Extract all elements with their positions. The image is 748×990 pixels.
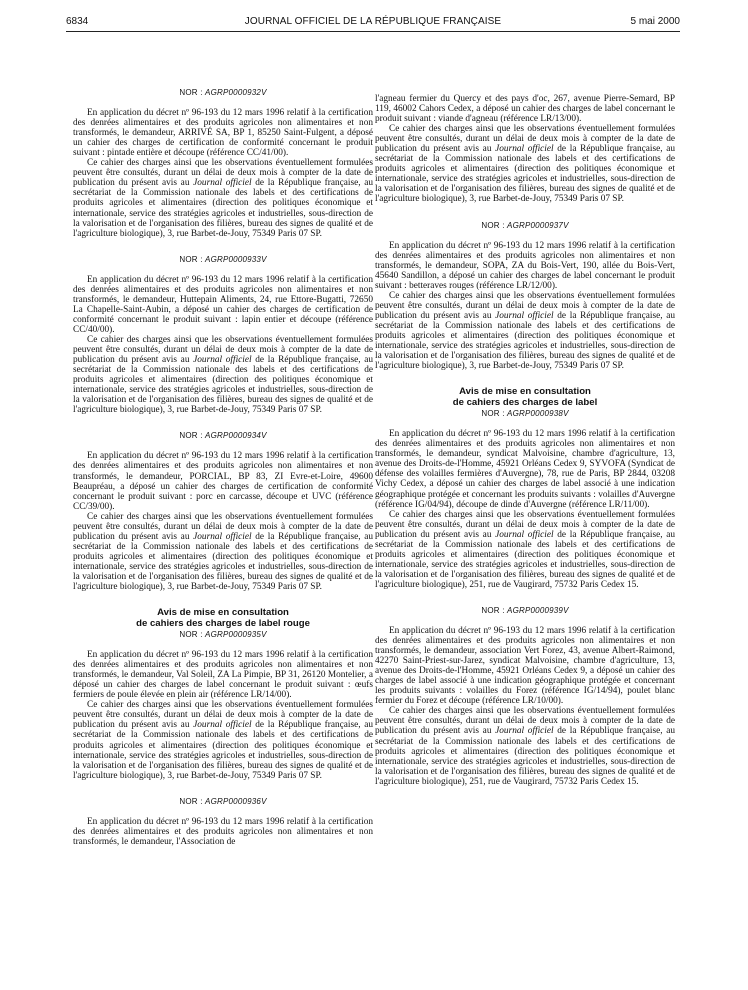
notice-paragraph: l'agneau fermier du Quercy et des pays d'oc, 267, avenue Pierre-Semard, BP 119, 46002 Cahors Cedex, a déposé un cahier des charges de label concernant le produit suivant : viande d'agneau (référence LR/13/00). [375, 94, 675, 125]
notice-paragraph: Ce cahier des charges ainsi que les observations éventuellement formulées peuvent être consultés, durant un délai de deux mois à compter de la date de publication du présent avis au Journal officiel de la République française, au secrétariat de la Commission nationale des labels et des certifications de produits agricoles et alimentaires (direction des politiques économique et internationale, service des stratégies agricoles et industrielles, sous-direction de la valorisation et de l'organisation des filières, bureau des signes de qualité et de l'agriculture biologique), 251, rue de Vaugirard, 75732 Paris Cedex 15. [375, 509, 676, 590]
journal-title: JOURNAL OFFICIEL DE LA RÉPUBLIQUE FRANÇAISE [244, 16, 502, 27]
notice-paragraph: En application du décret nº 96-193 du 12 mars 1996 relatif à la certification des denrées alimentaires et des produits agricoles non alimentaires et non transformés, le demandeur, PORCIAL, BP 83, ZI Evre-et-Loire, 49600 Beaupréau, a déposé un cahier des charges de certification de conformité concernant le produit suivant : porc en carcasse, découpe et UVC (référence CC/39/00). [73, 451, 373, 512]
nor-reference: NOR : AGRP0000938V [481, 409, 569, 419]
nor-code: AGRP0000939V [507, 605, 569, 615]
notice-935 [73, 630, 373, 781]
notice-paragraph: Ce cahier des charges ainsi que les observations éventuellement formulées peuvent être consultés, durant un délai de deux mois à compter de la date de publication du présent avis au Journal officiel de la République française, au secrétariat de la Commission nationale des labels et des certifications de produits agricoles et alimentaires (direction des politiques économique et internationale, service des stratégies agricoles et industrielles, sous-direction de la valorisation et de l'organisation des filières, bureau des signes de qualité et de l'agriculture biologique), 3, rue Barbet-de-Jouy, 75349 Paris 07 SP. [73, 158, 374, 239]
notice-paragraph: Ce cahier des charges ainsi que les observations éventuellement formulées peuvent être consultés, durant un délai de deux mois à compter de la date de publication du présent avis au Journal officiel de la République française, au secrétariat de la Commission nationale des labels et des certifications de produits agricoles et alimentaires (direction des politiques économique et internationale, service des stratégies agricoles et industrielles, sous-direction de la valorisation et de l'organisation des filières, bureau des signes de qualité et de l'agriculture biologique), 3, rue Barbet-de-Jouy, 75349 Paris 07 SP. [375, 290, 676, 372]
nor-code: AGRP0000936V [205, 796, 267, 806]
notice-paragraph: Ce cahier des charges ainsi que les observations éventuellement formulées peuvent être consultés, durant un délai de deux mois à compter de la date de publication du présent avis au Journal officiel de la République française, au secrétariat de la Commission nationale des labels et des certifications de produits agricoles et alimentaires (direction des politiques économique et internationale, service des stratégies agricoles et industrielles, sous-direction de la valorisation et de l'organisation des filières, bureau des signes de qualité et de l'agriculture biologique), 3, rue Barbet-de-Jouy, 75349 Paris 07 SP. [73, 334, 374, 416]
notice-paragraph: En application du décret nº 96-193 du 12 mars 1996 relatif à la certification des denrées alimentaires et des produits agricoles non alimentaires et non transformés, le demandeur, Huttepain Aliments, 24, rue Ettore-Bugatti, 72650 La Chapelle-Saint-Aubin, a déposé un cahier des charges de certification de conformité concernant le produit suivant : lapin entier et découpe (référence CC/40/00). [73, 274, 373, 335]
header-rule [66, 31, 680, 32]
nor-reference: NOR : AGRP0000937V [481, 220, 569, 230]
notice-paragraph: En application du décret nº 96-193 du 12 mars 1996 relatif à la certification des denrées alimentaires et des produits agricoles non alimentaires et non transformés, le demandeur, Val Soleil, ZA La Pimpie, BP 31, 26120 Montelier, a déposé un cahier des charges de label concernant le produit suivant : œufs fermiers de poule élevée en plein air (référence LR/14/00). [73, 650, 373, 701]
notice-936-continued [375, 94, 675, 205]
notice-937 [375, 221, 675, 372]
nor-code: AGRP0000937V [507, 220, 569, 230]
nor-code: AGRP0000935V [205, 630, 267, 640]
notice-938 [375, 409, 675, 590]
notice-paragraph: En application du décret nº 96-193 du 12 mars 1996 relatif à la certification des denrées alimentaires et des produits agricoles non alimentaires et non transformés, le demandeur, association Vert Forez, 43, avenue Albert-Raimond, 42270 Saint-Priest-sur-Jarez, syndicat Malvoisine, chambre d'agriculture, 13, avenue des Droits-de-l'Homme, 45921 Orléans Cedex 9, a déposé un cahier des charges de label associé à une indication géographique protégée et concernant les produits suivants : volailles du Forez (référence IG/14/94), poulet blanc fermier du Forez et découpe (référence LR/10/00). [375, 626, 675, 707]
nor-reference: NOR : AGRP0000932V [179, 88, 267, 97]
notice-paragraph: En application du décret nº 96-193 du 12 mars 1996 relatif à la certification des denrées alimentaires et des produits agricoles non alimentaires et non transformés, le demandeur, ARRIVÉ SA, BP 1, 85250 Saint-Fulgent, a déposé un cahier des charges de certification de conformité concernant le produit suivant : pintade entière et découpe (référence CC/41/00). [73, 108, 373, 159]
nor-reference: NOR : AGRP0000933V [179, 254, 267, 264]
page-number: 6834 [66, 16, 89, 27]
nor-reference: NOR : AGRP0000934V [179, 431, 267, 441]
nor-code: AGRP0000938V [507, 409, 569, 419]
notice-934 [73, 431, 373, 592]
nor-code: AGRP0000932V [205, 88, 267, 97]
notice-paragraph: Ce cahier des charges ainsi que les observations éventuellement formulées peuvent être consultés, durant un délai de deux mois à compter de la date de publication du présent avis au Journal officiel de la République française, au secrétariat de la Commission nationale des labels et des certifications de produits agricoles et alimentaires (direction des politiques économique et internationale, service des stratégies agricoles et industrielles, sous-direction de la valorisation et de l'organisation des filières, bureau des signes de qualité et de l'agriculture biologique), 251, rue de Vaugirard, 75732 Paris Cedex 15. [375, 706, 676, 787]
left-column [73, 88, 373, 847]
notice-932 [73, 88, 373, 239]
notice-paragraph: Ce cahier des charges ainsi que les observations éventuellement formulées peuvent être consultés, durant un délai de deux mois à compter de la date de publication du présent avis au Journal officiel de la République française, au secrétariat de la Commission nationale des labels et des certifications de produits agricoles et alimentaires (direction des politiques économique et internationale, service des stratégies agricoles et industrielles, sous-direction de la valorisation et de l'organisation des filières, bureau des signes de qualité et de l'agriculture biologique), 3, rue Barbet-de-Jouy, 75349 Paris 07 SP. [375, 124, 676, 205]
notice-paragraph: Ce cahier des charges ainsi que les observations éventuellement formulées peuvent être consultés, durant un délai de deux mois à compter de la date de publication du présent avis au Journal officiel de la République française, au secrétariat de la Commission nationale des labels et des certifications de produits agricoles et alimentaires (direction des politiques économique et internationale, service des stratégies agricoles et industrielles, sous-direction de la valorisation et de l'organisation des filières, bureau des signes de qualité et de l'agriculture biologique), 3, rue Barbet-de-Jouy, 75349 Paris 07 SP. [73, 511, 374, 593]
nor-code: AGRP0000934V [205, 431, 267, 441]
notice-933 [73, 255, 373, 416]
page-header [66, 16, 680, 30]
nor-reference: NOR : AGRP0000939V [481, 605, 569, 615]
nor-reference: NOR : AGRP0000936V [179, 796, 267, 806]
notice-936 [73, 797, 373, 847]
nor-reference: NOR : AGRP0000935V [179, 630, 267, 640]
notice-paragraph: En application du décret nº 96-193 du 12 mars 1996 relatif à la certification des denrées alimentaires et des produits agricoles non alimentaires et non transformés, le demandeur, l'Association de [73, 816, 373, 847]
notice-939 [375, 606, 675, 787]
notice-paragraph: Ce cahier des charges ainsi que les observations éventuellement formulées peuvent être consultés, durant un délai de deux mois à compter de la date de publication du présent avis au Journal officiel de la République française, au secrétariat de la Commission nationale des labels et des certifications de produits agricoles et alimentaires (direction des politiques économique et internationale, service des stratégies agricoles et industrielles, sous-direction de la valorisation et de l'organisation des filières, bureau des signes de qualité et de l'agriculture biologique), 3, rue Barbet-de-Jouy, 75349 Paris 07 SP. [73, 700, 374, 781]
publication-date: 5 mai 2000 [630, 16, 680, 27]
nor-code: AGRP0000933V [205, 254, 267, 264]
notice-paragraph: En application du décret nº 96-193 du 12 mars 1996 relatif à la certification des denrées alimentaires et des produits agricoles non alimentaires et non transformés, le demandeur, syndicat Malvoisine, chambre d'agriculture, 13, avenue des Droits-de-l'Homme, 45921 Orléans Cedex 9, SYVOFA (Syndicat de défense des volailles fermières d'Auvergne), 78, rue de Paris, BP 2844, 03208 Vichy Cedex, a déposé un cahier des charges de label associé à une indication géographique protégée et concernant les produits suivants : volailles d'Auvergne (référence IG/04/94), découpe de dinde d'Auvergne (référence LR/11/00). [375, 429, 675, 510]
section-heading-label: Avis de mise en consultation de cahiers des charges de label [452, 386, 598, 408]
right-column [375, 94, 675, 787]
section-heading-label-rouge: Avis de mise en consultation de cahiers des charges de label rouge [136, 607, 310, 629]
notice-paragraph: En application du décret nº 96-193 du 12 mars 1996 relatif à la certification des denrées alimentaires et des produits agricoles non alimentaires et non transformés, le demandeur, SOPA, ZA du Bois-Vert, 190, allée du Bois-Vert, 45640 Sandillon, a déposé un cahier des charges de label concernant le produit suivant : betteraves rouges (référence LR/12/00). [375, 240, 675, 291]
